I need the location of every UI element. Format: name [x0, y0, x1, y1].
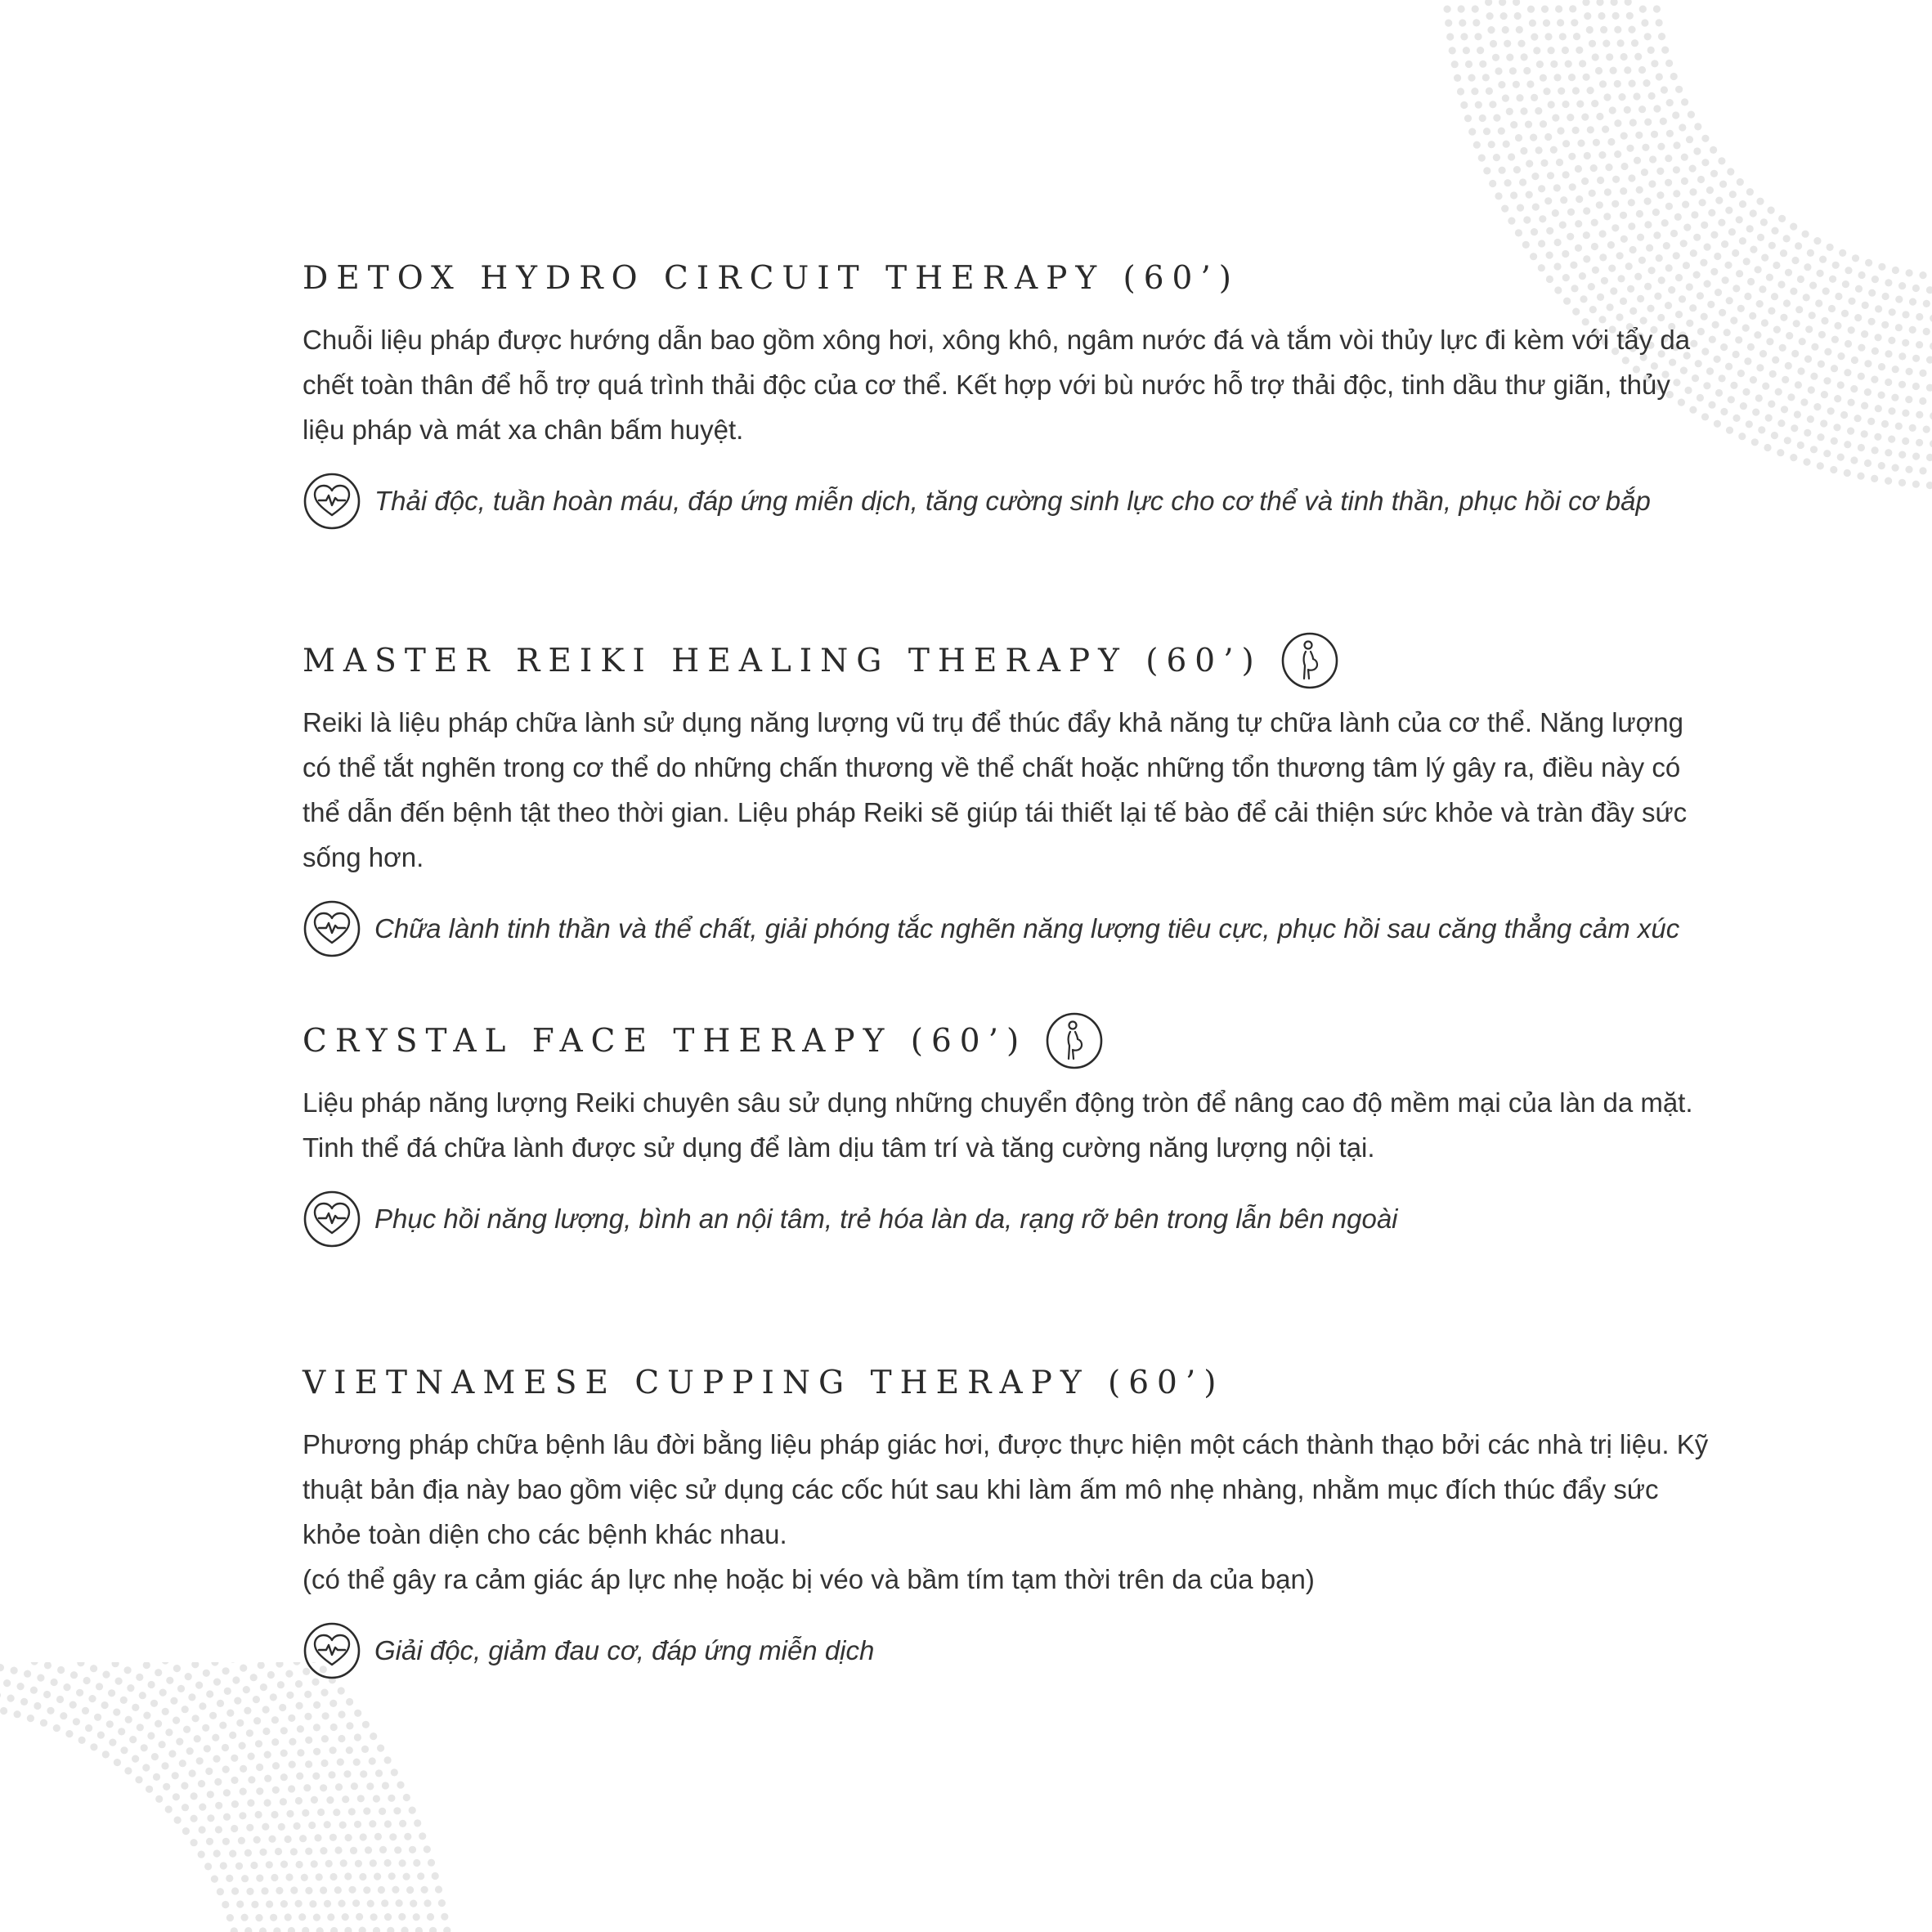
therapy-description — [303, 1422, 1709, 1602]
heart-pulse-icon — [303, 472, 361, 531]
therapy-section-reiki — [303, 630, 1709, 958]
description-note: (có thể gây ra cảm giác áp lực nhẹ hoặc bị véo và bầm tím tạm thời trên da của bạn) — [303, 1564, 1315, 1594]
therapy-title — [303, 1010, 1709, 1072]
therapy-title — [303, 1352, 1709, 1414]
therapy-title-text: VIETNAMESE CUPPING THERAPY (60’) — [303, 1364, 1225, 1401]
benefit-text: Chữa lành tinh thần và thể chất, giải phóng tắc nghẽn năng lượng tiêu cực, phục hồi sau căng thẳng cảm xúc — [374, 913, 1680, 944]
therapy-title — [303, 247, 1709, 309]
description-paragraph: Phương pháp chữa bệnh lâu đời bằng liệu pháp giác hơi, được thực hiện một cách thành thạo bởi các nhà trị liệu. Kỹ thuật bản địa này bao gồm việc sử dụng các cốc hút sau khi làm ấm mô nhẹ nhàng, nhằm mục đích thúc đẩy sức khỏe toàn diện cho các bệnh khác nhau. — [303, 1429, 1709, 1549]
therapy-benefits — [303, 899, 1709, 958]
therapy-section-crystal-face — [303, 1010, 1709, 1248]
benefit-text: Giải độc, giảm đau cơ, đáp ứng miễn dịch — [374, 1635, 875, 1665]
therapy-title-text: DETOX HYDRO CIRCUIT THERAPY (60’) — [303, 259, 1239, 297]
pregnant-woman-icon — [1280, 631, 1339, 690]
description-paragraph: Liệu pháp năng lượng Reiki chuyên sâu sử dụng những chuyển động tròn để nâng cao độ mềm mại của làn da mặt. Tinh thể đá chữa lành được sử dụng để làm dịu tâm trí và tăng cường năng lượng nội tại. — [303, 1087, 1693, 1163]
heart-pulse-icon — [303, 899, 361, 958]
therapy-benefits — [303, 1621, 1709, 1680]
description-paragraph: Chuỗi liệu pháp được hướng dẫn bao gồm xông hơi, xông khô, ngâm nước đá và tắm vòi thủy lực đi kèm với tẩy da chết toàn thân để hỗ trợ quá trình thải độc của cơ thể. Kết hợp với bù nước hỗ trợ thải độc, tinh dầu thư giãn, thủy liệu pháp và mát xa chân bấm huyệt. — [303, 325, 1691, 445]
description-paragraph: Reiki là liệu pháp chữa lành sử dụng năng lượng vũ trụ để thúc đẩy khả năng tự chữa lành của cơ thể. Năng lượng có thể tắt nghẽn trong cơ thể do những chấn thương về thể chất hoặc những tổn thương tâm lý gây ra, điều này có thể dẫn đến bệnh tật theo thời gian. Liệu pháp Reiki sẽ giúp tái thiết lại tế bào để cải thiện sức khỏe và tràn đầy sức sống hơn. — [303, 707, 1688, 872]
heart-pulse-icon — [303, 1621, 361, 1680]
therapy-description — [303, 700, 1709, 880]
heart-pulse-icon — [303, 1190, 361, 1248]
dot-pattern-decoration — [0, 1662, 556, 1932]
therapy-benefits — [303, 1190, 1709, 1248]
therapy-section-detox — [303, 247, 1709, 531]
therapy-title-text: CRYSTAL FACE THERAPY (60’) — [303, 1022, 1028, 1060]
therapy-description — [303, 317, 1709, 452]
therapy-title — [303, 630, 1709, 692]
therapy-section-cupping — [303, 1352, 1709, 1680]
therapy-title-text: MASTER REIKI HEALING THERAPY (60’) — [303, 642, 1262, 679]
pregnant-woman-icon — [1045, 1011, 1104, 1070]
therapy-benefits — [303, 472, 1709, 531]
therapy-description — [303, 1080, 1709, 1170]
benefit-text: Phục hồi năng lượng, bình an nội tâm, trẻ hóa làn da, rạng rỡ bên trong lẫn bên ngoài — [374, 1204, 1398, 1234]
benefit-text: Thải độc, tuần hoàn máu, đáp ứng miễn dịch, tăng cường sinh lực cho cơ thể và tinh thần, phục hồi cơ bắp — [374, 486, 1651, 516]
